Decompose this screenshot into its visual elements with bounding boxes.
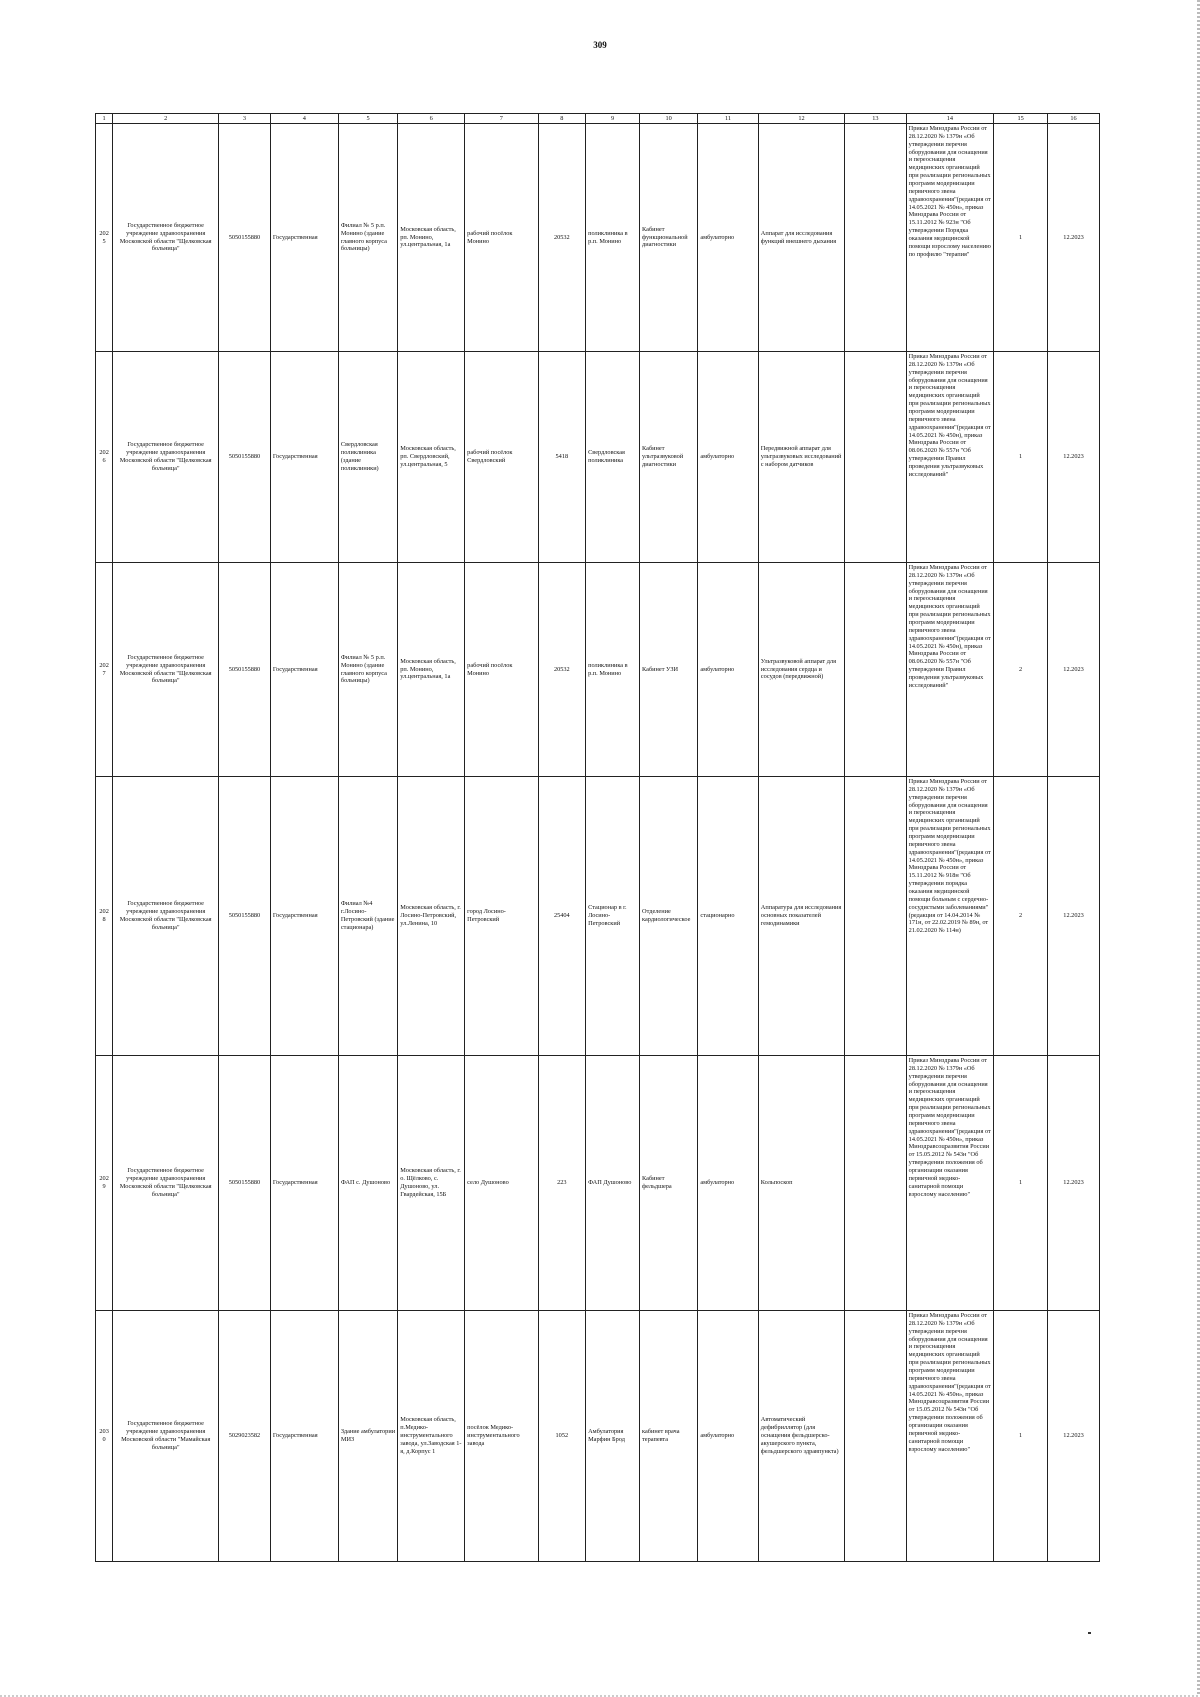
building: Филиал № 5 р.п. Монино (здание главного корпуса больницы) bbox=[338, 563, 397, 777]
col-num-12: 12 bbox=[758, 114, 844, 124]
organization-name: Государственное бюджетное учреждение здравоохранения Московской области "Щелковская больница" bbox=[113, 777, 219, 1056]
column-number-row bbox=[96, 114, 1100, 124]
building: Здание амбулатории МИЗ bbox=[338, 1311, 397, 1562]
deadline: 12.2023 bbox=[1048, 124, 1100, 352]
col-num-15: 15 bbox=[994, 114, 1048, 124]
row-number: 2025 bbox=[96, 124, 113, 352]
column-13-cell bbox=[845, 563, 907, 777]
settlement: посёлок Медико-инструментального завода bbox=[465, 1311, 538, 1562]
population: 1052 bbox=[538, 1311, 586, 1562]
col-num-13: 13 bbox=[845, 114, 907, 124]
row-number: 2026 bbox=[96, 352, 113, 563]
equipment: Аппаратура для исследования основных показателей гемодинамики bbox=[758, 777, 844, 1056]
equipment: Аппарат для исследования функций внешнего дыхания bbox=[758, 124, 844, 352]
division: поликлиника в р.п. Монино bbox=[586, 563, 640, 777]
room: Отделение кардиологическое bbox=[640, 777, 698, 1056]
col-num-8: 8 bbox=[538, 114, 586, 124]
table-row bbox=[96, 1056, 1100, 1311]
row-number: 2028 bbox=[96, 777, 113, 1056]
care-type: амбулаторно bbox=[698, 124, 758, 352]
equipment: Кольпоскоп bbox=[758, 1056, 844, 1311]
ownership-form: Государственная bbox=[270, 1311, 338, 1562]
scan-dot-mark bbox=[1088, 1632, 1091, 1634]
legal-basis: Приказ Минздрава России от 28.12.2020 № 1379н «Об утверждении перечня оборудования для оснащения и переоснащения медицинских организаций при реализации региональных программ модернизации первичного звена здравоохранения"(редакция от 14.05.2021 № 450н», приказ Минздравсоцразвития России от 15.05.2012 № 543н "Об утверждении положения об организации оказания первичной медико-санитарной помощи взрослому населению" bbox=[906, 1311, 993, 1562]
room: кабинет врача терапевта bbox=[640, 1311, 698, 1562]
care-type: стационарно bbox=[698, 777, 758, 1056]
building: ФАП с. Душоново bbox=[338, 1056, 397, 1311]
address: Московская область, рп. Монино, ул.центральная, 1а bbox=[398, 563, 465, 777]
deadline: 12.2023 bbox=[1048, 1056, 1100, 1311]
inn: 5050155880 bbox=[219, 1056, 271, 1311]
col-num-7: 7 bbox=[465, 114, 538, 124]
equipment: Автоматический дефибриллятор (для оснащения фельдшерско-акушерского пункта, фельдшерского здравпункта) bbox=[758, 1311, 844, 1562]
ownership-form: Государственная bbox=[270, 124, 338, 352]
table-row bbox=[96, 352, 1100, 563]
legal-basis: Приказ Минздрава России от 28.12.2020 № 1379н «Об утверждении перечня оборудования для оснащения и переоснащения медицинских организаций при реализации региональных программ модернизации первичного звена здравоохранения"(редакция от 14.05.2021 № 450н», приказ Минздрава России от 15.11.2012 № 923н "Об утверждении Порядка оказания медицинской помощи взрослому населению по профилю "терапия" bbox=[906, 124, 993, 352]
ownership-form: Государственная bbox=[270, 1056, 338, 1311]
organization-name: Государственное бюджетное учреждение здравоохранения Московской области "Щелковская больница" bbox=[113, 563, 219, 777]
equipment: Ультразвуковой аппарат для исследования сердца и сосудов (передвижной) bbox=[758, 563, 844, 777]
settlement: рабочий посёлок Монино bbox=[465, 563, 538, 777]
care-type: амбулаторно bbox=[698, 352, 758, 563]
quantity: 2 bbox=[994, 777, 1048, 1056]
population: 223 bbox=[538, 1056, 586, 1311]
col-num-14: 14 bbox=[906, 114, 993, 124]
ownership-form: Государственная bbox=[270, 352, 338, 563]
table-row bbox=[96, 1311, 1100, 1562]
table-row bbox=[96, 777, 1100, 1056]
division: ФАП Душоново bbox=[586, 1056, 640, 1311]
division: Свердловская поликлиника bbox=[586, 352, 640, 563]
col-num-9: 9 bbox=[586, 114, 640, 124]
inn: 5050155880 bbox=[219, 352, 271, 563]
deadline: 12.2023 bbox=[1048, 352, 1100, 563]
row-number: 2029 bbox=[96, 1056, 113, 1311]
deadline: 12.2023 bbox=[1048, 563, 1100, 777]
page-number: 309 bbox=[593, 40, 607, 50]
column-13-cell bbox=[845, 1311, 907, 1562]
quantity: 1 bbox=[994, 124, 1048, 352]
division: Амбулатория Марфин Брод bbox=[586, 1311, 640, 1562]
inn: 5050155880 bbox=[219, 124, 271, 352]
legal-basis: Приказ Минздрава России от 28.12.2020 № 1379н «Об утверждении перечня оборудования для оснащения и переоснащения медицинских организаций при реализации региональных программ модернизации первичного звена здравоохранения"(редакция от 14.05.2021 № 450н», приказ Минздрава России от 15.11.2012 № 918н "Об утверждении порядка оказания медицинской помощи больным с сердечно-сосудистыми заболеваниями" (редакция от 14.04.2014 № 171н, от 22.02.2019 № 89н, от 21.02.2020 № 114н) bbox=[906, 777, 993, 1056]
column-13-cell bbox=[845, 1056, 907, 1311]
building: Филиал №4 г.Лосино-Петровский (здание стационара) bbox=[338, 777, 397, 1056]
population: 25404 bbox=[538, 777, 586, 1056]
col-num-1: 1 bbox=[96, 114, 113, 124]
equipment-table bbox=[95, 113, 1100, 1562]
ownership-form: Государственная bbox=[270, 777, 338, 1056]
address: Московская область, рп. Монино, ул.центральная, 1а bbox=[398, 124, 465, 352]
address: Московская область, рп. Свердловский, ул.центральная, 5 bbox=[398, 352, 465, 563]
room: Кабинет функциональной диагностики bbox=[640, 124, 698, 352]
ownership-form: Государственная bbox=[270, 563, 338, 777]
settlement: город Лосино-Петровский bbox=[465, 777, 538, 1056]
quantity: 1 bbox=[994, 1311, 1048, 1562]
table-row bbox=[96, 563, 1100, 777]
row-number: 2027 bbox=[96, 563, 113, 777]
organization-name: Государственное бюджетное учреждение здравоохранения Московской области "Щелковская больница" bbox=[113, 1056, 219, 1311]
organization-name: Государственное бюджетное учреждение здравоохранения Московской области "Щелковская больница" bbox=[113, 352, 219, 563]
settlement: рабочий посёлок Свердловский bbox=[465, 352, 538, 563]
col-num-5: 5 bbox=[338, 114, 397, 124]
settlement: рабочий посёлок Монино bbox=[465, 124, 538, 352]
organization-name: Государственное бюджетное учреждение здравоохранения Московской области "Мамайская больница" bbox=[113, 1311, 219, 1562]
col-num-2: 2 bbox=[113, 114, 219, 124]
population: 20532 bbox=[538, 563, 586, 777]
col-num-3: 3 bbox=[219, 114, 271, 124]
column-13-cell bbox=[845, 777, 907, 1056]
division: поликлиника в р.п. Монино bbox=[586, 124, 640, 352]
quantity: 1 bbox=[994, 1056, 1048, 1311]
organization-name: Государственное бюджетное учреждение здравоохранения Московской области "Щелковская больница" bbox=[113, 124, 219, 352]
room: Кабинет фельдшера bbox=[640, 1056, 698, 1311]
building: Филиал № 5 р.п. Монино (здание главного корпуса больницы) bbox=[338, 124, 397, 352]
care-type: амбулаторно bbox=[698, 1056, 758, 1311]
column-13-cell bbox=[845, 352, 907, 563]
population: 20532 bbox=[538, 124, 586, 352]
col-num-6: 6 bbox=[398, 114, 465, 124]
legal-basis: Приказ Минздрава России от 28.12.2020 № 1379н «Об утверждении перечня оборудования для оснащения и переоснащения медицинских организаций при реализации региональных программ модернизации первичного звена здравоохранения"(редакция от 14.05.2021 № 450н», приказ Минздравсоцразвития России от 15.05.2012 № 543н "Об утверждении положения об организации оказания первичной медико-санитарной помощи взрослому населению" bbox=[906, 1056, 993, 1311]
column-13-cell bbox=[845, 124, 907, 352]
deadline: 12.2023 bbox=[1048, 777, 1100, 1056]
address: Московская область, п.Медико-инструментального завода, ул.Заводская 1-я, д.Корпус 1 bbox=[398, 1311, 465, 1562]
col-num-4: 4 bbox=[270, 114, 338, 124]
row-number: 2030 bbox=[96, 1311, 113, 1562]
deadline: 12.2023 bbox=[1048, 1311, 1100, 1562]
room: Кабинет УЗИ bbox=[640, 563, 698, 777]
equipment: Передвижной аппарат для ультразвуковых исследований с набором датчиков bbox=[758, 352, 844, 563]
inn: 5029023582 bbox=[219, 1311, 271, 1562]
population: 5418 bbox=[538, 352, 586, 563]
division: Стационар в г. Лосино-Петровский bbox=[586, 777, 640, 1056]
care-type: амбулаторно bbox=[698, 1311, 758, 1562]
col-num-10: 10 bbox=[640, 114, 698, 124]
col-num-11: 11 bbox=[698, 114, 758, 124]
settlement: село Душоново bbox=[465, 1056, 538, 1311]
quantity: 1 bbox=[994, 352, 1048, 563]
legal-basis: Приказ Минздрава России от 28.12.2020 № 1379н «Об утверждении перечня оборудования для оснащения и переоснащения медицинских организаций при реализации региональных программ модернизации первичного звена здравоохранения"(редакция от 14.05.2021 № 450н), приказ Минздрава России от 08.06.2020 № 557н "Об утверждении Правил проведения ультразвуковых исследований" bbox=[906, 563, 993, 777]
address: Московская область, г. о. Щёлково, с. Душоново, ул. Гвардейская, 15Б bbox=[398, 1056, 465, 1311]
legal-basis: Приказ Минздрава России от 28.12.2020 № 1379н «Об утверждении перечня оборудования для оснащения и переоснащения медицинских организаций при реализации региональных программ модернизации первичного звена здравоохранения"(редакция от 14.05.2021 № 450н), приказ Минздрава России от 08.06.2020 № 557н "Об утверждении Правил проведения ультразвуковых исследований" bbox=[906, 352, 993, 563]
address: Московская область, г. Лосино-Петровский, ул.Ленина, 10 bbox=[398, 777, 465, 1056]
inn: 5050155880 bbox=[219, 563, 271, 777]
room: Кабинет ультразвуковой диагностики bbox=[640, 352, 698, 563]
building: Свердловская поликлиника (здание поликлиники) bbox=[338, 352, 397, 563]
care-type: амбулаторно bbox=[698, 563, 758, 777]
table-row bbox=[96, 124, 1100, 352]
inn: 5050155880 bbox=[219, 777, 271, 1056]
col-num-16: 16 bbox=[1048, 114, 1100, 124]
quantity: 2 bbox=[994, 563, 1048, 777]
